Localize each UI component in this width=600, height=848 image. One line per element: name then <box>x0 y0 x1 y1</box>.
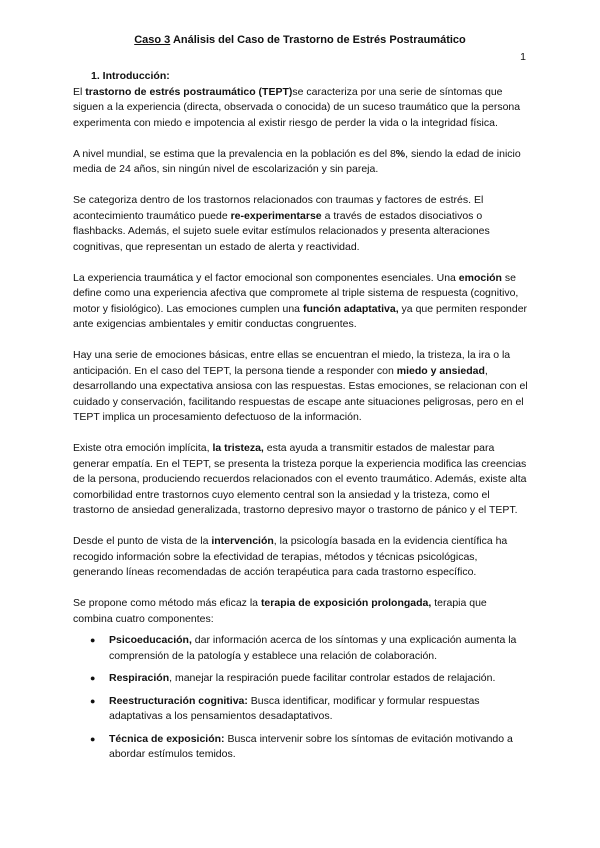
page-number: 1 <box>520 51 526 63</box>
bullet-term: Técnica de exposición: <box>109 732 225 745</box>
bullet-text: dar información acerca de los síntomas y una explicación aumenta la comprensión de la patología y establece una relación de colaboración. <box>109 634 517 662</box>
list-item <box>109 694 529 725</box>
bold-term: terapia de exposición prolongada, <box>260 597 432 609</box>
paragraph-intro <box>73 85 529 132</box>
bold-term: re-experimentarse <box>230 209 322 222</box>
components-list <box>73 633 529 763</box>
title-case-number: Caso 3 <box>134 34 171 46</box>
title-text: Análisis del Caso de Trastorno de Estrés Postraumático <box>170 34 466 46</box>
bold-term: % <box>395 147 406 160</box>
text-run: , desarrollando una expectativa ansiosa con las respuestas. Estas emociones, se relacionan con el cuidado y conservación, facilitando respuestas de escape ante situaciones peligrosas, pero en el TEPT implica un procesamiento defectuoso de la información. <box>73 364 528 423</box>
text-run: Se categoriza dentro de los trastornos relacionados con traumas y factores de estrés. El acontecimiento traumático puede <box>73 194 484 222</box>
bullet-term: Reestructuración cognitiva: <box>109 694 248 707</box>
text-run: se caracteriza por una serie de síntomas que siguen a la experiencia (directa, observada o conocida) de un suceso traumático que la persona experimenta con miedo e impotencia al existir riesgo de perder la vida o la integridad física. <box>73 85 521 129</box>
paragraph-therapy <box>73 596 529 627</box>
bold-term: emoción <box>458 271 502 284</box>
paragraph-prevalence <box>73 147 529 178</box>
bold-term: la tristeza, <box>212 442 264 454</box>
bold-term: intervención <box>211 535 274 547</box>
bullet-term: Psicoeducación, <box>109 634 192 646</box>
list-item <box>109 732 529 763</box>
bold-term: miedo y ansiedad <box>396 364 485 377</box>
list-item <box>109 671 529 687</box>
text-run: Desde el punto de vista de la <box>73 535 212 547</box>
paragraph-basic-emotions <box>73 348 529 426</box>
paragraph-intervention <box>73 534 529 581</box>
paragraph-category <box>73 193 529 255</box>
paragraph-emotion <box>73 271 529 333</box>
page-title <box>0 34 600 46</box>
text-run: , la psicología basada en la evidencia científica ha recogido información sobre la efectividad de terapias, métodos y técnicas psicológicas, generando líneas recomendadas de acción terapéutica para cada trastorno específico. <box>73 535 508 578</box>
paragraph-sadness <box>73 441 529 519</box>
text-run: terapia que combina cuatro componentes: <box>73 597 487 625</box>
text-run: ya que permiten responder ante exigencias ambientales y emitir conductas congruentes. <box>73 302 528 330</box>
text-run: se define como una experiencia afectiva que compromete al triple sistema de respuesta (cognitivo, motor y fisiológico). Las emociones cumplen una <box>73 271 519 315</box>
text-run: esta ayuda a transmitir estados de malestar para generar empatía. En el TEPT, se presenta la tristeza porque la experiencia modifica las creencias de la persona, produciendo recuerdos relacionados con el evento traumático. Además, existe alta comorbilidad entre trastornos cuyo elemento central son la ansiedad y la tristeza, como el trastorno de ansiedad generalizada, trastorno depresivo mayor o trastorno de pánico y el TEPT. <box>73 442 527 516</box>
bullet-term: Respiración <box>109 672 170 684</box>
bullet-text: , manejar la respiración puede facilitar controlar estados de relajación. <box>169 672 496 684</box>
section-heading: 1. Introducción: <box>91 70 170 82</box>
bullet-text: Busca identificar, modificar y formular respuestas adaptativas a los pensamientos desadaptativos. <box>109 694 480 722</box>
text-run: El <box>73 85 86 98</box>
bold-term: función adaptativa, <box>302 302 399 315</box>
bullet-text: Busca intervenir sobre los síntomas de evitación motivando a abordar estímulos temidos. <box>109 732 513 760</box>
text-run: Hay una serie de emociones básicas, entre ellas se encuentran el miedo, la tristeza, la ira o la anticipación. En el caso del TEPT, la persona tiende a responder con <box>73 349 511 377</box>
list-item <box>109 633 529 664</box>
text-run: , siendo la edad de inicio media de 24 años, sin ningún nivel de escolarización y sin pareja. <box>73 147 521 175</box>
bold-term: trastorno de estrés postraumático (TEPT) <box>85 85 293 98</box>
text-run: Se propone como método más eficaz la <box>73 597 261 609</box>
document-body <box>73 69 529 770</box>
text-run: A nivel mundial, se estima que la prevalencia en la población es del 8 <box>73 147 396 160</box>
text-run: La experiencia traumática y el factor emocional son componentes esenciales. Una <box>73 271 459 284</box>
text-run: Existe otra emoción implícita, <box>73 442 213 454</box>
text-run: a través de estados disociativos o flashbacks. Además, el sujeto suele evitar estímulos relacionados y presenta alteraciones cognitivas, que representan un estado de alerta y reactividad. <box>73 209 490 253</box>
